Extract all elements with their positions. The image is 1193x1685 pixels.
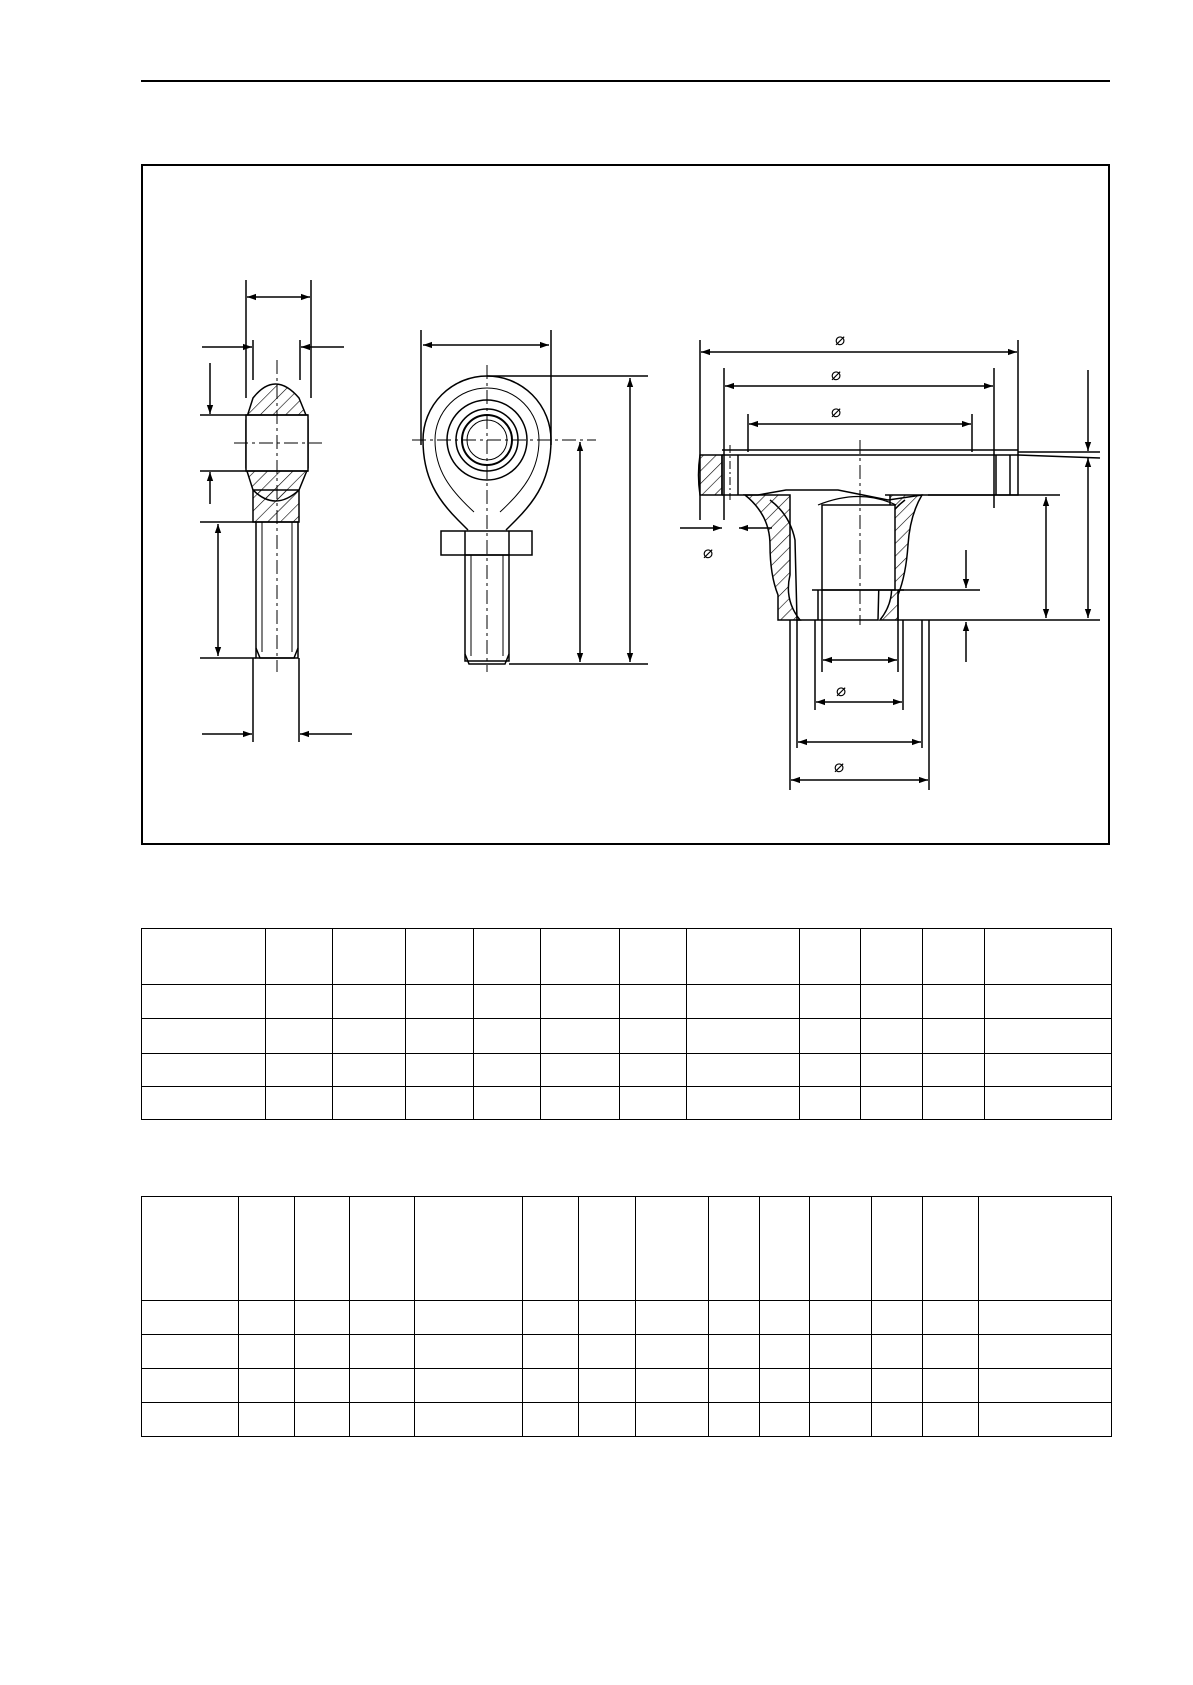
diameter-symbol: ⌀ [831, 365, 842, 385]
table-cell [636, 1301, 709, 1335]
table-cell [861, 1087, 923, 1120]
table-cell [239, 1369, 295, 1403]
table-cell [350, 1369, 415, 1403]
table-cell [474, 929, 541, 985]
table-row [142, 1019, 1112, 1054]
table-cell [266, 1054, 333, 1087]
table-cell [620, 1087, 687, 1120]
table-cell [142, 1087, 266, 1120]
table-cell [861, 1019, 923, 1054]
table-cell [266, 1087, 333, 1120]
table-cell [142, 1197, 239, 1301]
table-cell [709, 1403, 760, 1437]
table-row [142, 985, 1112, 1019]
table-cell [266, 929, 333, 985]
table-cell [687, 1054, 800, 1087]
table-cell [239, 1197, 295, 1301]
table-cell [523, 1403, 579, 1437]
table-cell [979, 1403, 1112, 1437]
diameter-symbol: ⌀ [703, 543, 714, 563]
table-row [142, 1301, 1112, 1335]
table-cell [142, 1335, 239, 1369]
table-cell [541, 1019, 620, 1054]
table-row [142, 1087, 1112, 1120]
table-cell [985, 929, 1112, 985]
table-cell [579, 1369, 636, 1403]
table-cell [979, 1197, 1112, 1301]
table-row [142, 1335, 1112, 1369]
table-cell [923, 1197, 979, 1301]
table-cell [406, 1087, 474, 1120]
table-cell [415, 1403, 523, 1437]
table-cell [923, 1087, 985, 1120]
table-cell [239, 1335, 295, 1369]
table-cell [979, 1301, 1112, 1335]
table-cell [923, 1369, 979, 1403]
table-cell [295, 1369, 350, 1403]
table-cell [295, 1403, 350, 1437]
table-cell [579, 1335, 636, 1369]
diameter-symbol: ⌀ [836, 681, 847, 701]
table-header-row [142, 929, 1112, 985]
table-cell [800, 1054, 861, 1087]
table-cell [810, 1403, 872, 1437]
table-cell [760, 1301, 810, 1335]
table-cell [474, 1087, 541, 1120]
table-cell [985, 1054, 1112, 1087]
table-cell [810, 1197, 872, 1301]
table-cell [923, 985, 985, 1019]
table-cell [350, 1335, 415, 1369]
table-cell [142, 1403, 239, 1437]
table-cell [636, 1369, 709, 1403]
table-cell [923, 1301, 979, 1335]
table-cell [800, 1087, 861, 1120]
table-cell [636, 1197, 709, 1301]
table-cell [333, 985, 406, 1019]
table-row [142, 1403, 1112, 1437]
table-cell [985, 1087, 1112, 1120]
table-cell [800, 985, 861, 1019]
table-cell [142, 985, 266, 1019]
table-cell [474, 1054, 541, 1087]
table-cell [474, 985, 541, 1019]
table-cell [861, 929, 923, 985]
table-cell [333, 1054, 406, 1087]
table-cell [541, 1087, 620, 1120]
table-cell [579, 1197, 636, 1301]
table-cell [415, 1301, 523, 1335]
table-cell [541, 1054, 620, 1087]
table-cell [620, 985, 687, 1019]
table-cell [872, 1369, 923, 1403]
table-cell [800, 929, 861, 985]
table-cell [800, 1019, 861, 1054]
table-cell [872, 1197, 923, 1301]
table-header-row [142, 1197, 1112, 1301]
table-cell [541, 929, 620, 985]
housing-hatched [745, 495, 800, 620]
table-cell [333, 1087, 406, 1120]
table-cell [350, 1403, 415, 1437]
table-cell [687, 1019, 800, 1054]
table-cell [579, 1301, 636, 1335]
table-cell [523, 1301, 579, 1335]
table-cell [239, 1403, 295, 1437]
table-cell [709, 1301, 760, 1335]
table-cell [406, 929, 474, 985]
table-cell [636, 1335, 709, 1369]
diameter-symbol: ⌀ [834, 757, 845, 777]
table-cell [687, 985, 800, 1019]
table-cell [620, 1054, 687, 1087]
table-cell [333, 929, 406, 985]
table-cell [923, 1054, 985, 1087]
hub-bore [822, 505, 895, 590]
table-cell [810, 1369, 872, 1403]
table-cell [636, 1403, 709, 1437]
table-cell [709, 1335, 760, 1369]
table-cell [620, 1019, 687, 1054]
table-cell [295, 1197, 350, 1301]
table-cell [142, 1301, 239, 1335]
table-row [142, 1369, 1112, 1403]
table-cell [985, 985, 1112, 1019]
table-cell [239, 1301, 295, 1335]
section-view [680, 340, 1100, 790]
table-cell [266, 1019, 333, 1054]
table-cell [687, 1087, 800, 1120]
dimension-table-2 [141, 1196, 1112, 1437]
table-cell [872, 1403, 923, 1437]
table-cell [760, 1403, 810, 1437]
table-cell [687, 929, 800, 985]
table-cell [350, 1301, 415, 1335]
table-cell [474, 1019, 541, 1054]
table-cell [579, 1403, 636, 1437]
table-cell [861, 1054, 923, 1087]
table-cell [810, 1335, 872, 1369]
table-cell [406, 1019, 474, 1054]
flange-hatched-left [699, 455, 723, 495]
dimension-table-1 [141, 928, 1112, 1120]
table-cell [985, 1019, 1112, 1054]
table-cell [295, 1335, 350, 1369]
table-cell [406, 1054, 474, 1087]
table-cell [295, 1301, 350, 1335]
table-cell [333, 1019, 406, 1054]
table-cell [266, 985, 333, 1019]
table-cell [872, 1335, 923, 1369]
table-cell [415, 1335, 523, 1369]
table-cell [923, 1019, 985, 1054]
table-cell [979, 1335, 1112, 1369]
table-cell [923, 929, 985, 985]
table-cell [523, 1197, 579, 1301]
table-cell [923, 1403, 979, 1437]
table-cell [760, 1335, 810, 1369]
front-view [412, 330, 648, 672]
table-cell [861, 985, 923, 1019]
table-cell [142, 929, 266, 985]
table-cell [406, 985, 474, 1019]
table-cell [142, 1019, 266, 1054]
table-cell [760, 1197, 810, 1301]
table-cell [872, 1301, 923, 1335]
table-cell [415, 1197, 523, 1301]
table-cell [760, 1369, 810, 1403]
table-cell [541, 985, 620, 1019]
table-cell [142, 1054, 266, 1087]
table-cell [415, 1369, 523, 1403]
table-row [142, 1054, 1112, 1087]
table-cell [523, 1335, 579, 1369]
table-cell [709, 1369, 760, 1403]
table-cell [620, 929, 687, 985]
table-cell [142, 1369, 239, 1403]
table-cell [523, 1369, 579, 1403]
table-cell [979, 1369, 1112, 1403]
table-cell [923, 1335, 979, 1369]
diameter-symbol: ⌀ [831, 402, 842, 422]
diameter-symbol: ⌀ [835, 330, 846, 350]
table-cell [810, 1301, 872, 1335]
side-view [200, 280, 352, 742]
table-cell [709, 1197, 760, 1301]
table-cell [350, 1197, 415, 1301]
